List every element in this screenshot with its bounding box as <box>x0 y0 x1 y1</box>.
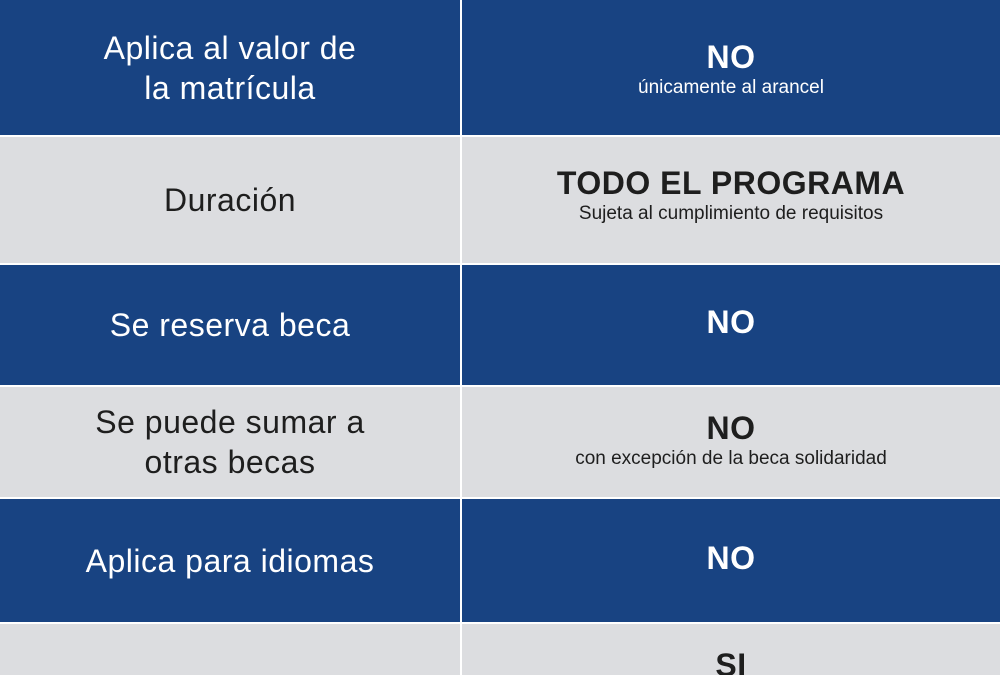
row-value: NO <box>706 539 756 576</box>
row-value-cell <box>462 265 1000 385</box>
row-label-cell <box>0 387 460 497</box>
row-label: Se reserva beca <box>109 307 351 343</box>
row-value-cell <box>462 624 1000 675</box>
row-label: Aplica al valor de la matrícula <box>103 29 357 106</box>
table-row-idiomas <box>0 499 1000 622</box>
row-note: únicamente al arancel <box>638 76 824 98</box>
table-row-reserva <box>0 265 1000 385</box>
row-value: SI <box>715 653 747 675</box>
row-label: Se puede sumar a otras becas <box>95 404 365 480</box>
row-value: NO <box>706 304 756 340</box>
row-value: TODO EL PROGRAMA <box>556 165 906 201</box>
row-label: Duración <box>163 182 297 218</box>
row-value: NO <box>706 38 756 75</box>
row-label-cell <box>0 499 460 622</box>
row-value: NO <box>706 410 756 446</box>
table-row-duracion <box>0 137 1000 263</box>
row-note: Sujeta al cumplimiento de requisitos <box>578 203 884 224</box>
row-note: con excepción de la beca solidaridad <box>575 448 887 469</box>
row-value-cell <box>462 499 1000 622</box>
row-label-cell <box>0 0 460 135</box>
table-row-matricula <box>0 0 1000 135</box>
row-label-cell <box>0 265 460 385</box>
row-value-cell <box>462 387 1000 497</box>
row-value-cell <box>462 137 1000 263</box>
row-label-cell <box>0 624 460 675</box>
table-row-sumar-becas <box>0 387 1000 497</box>
table-row-last <box>0 624 1000 675</box>
row-label-cell <box>0 137 460 263</box>
row-value-cell <box>462 0 1000 135</box>
row-label: Aplica para idiomas <box>85 542 375 579</box>
